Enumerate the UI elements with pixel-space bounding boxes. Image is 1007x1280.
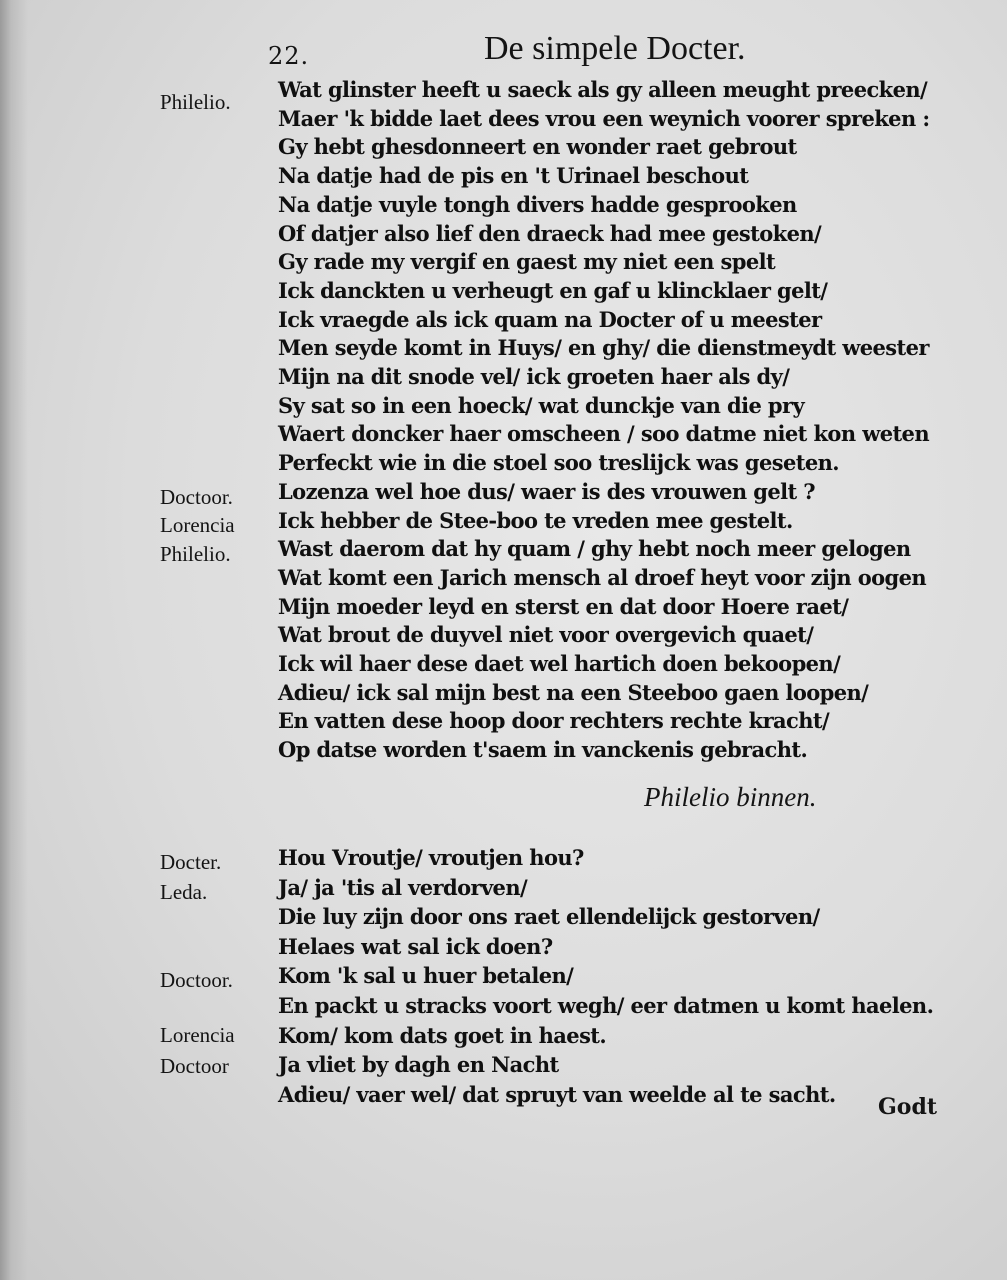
speaker-label: Doctoor: [160, 1054, 229, 1078]
running-title: De simpele Docter.: [484, 30, 746, 67]
verse-line: Sy sat so in een hoeck/ wat dunckje van die pry: [278, 392, 805, 418]
verse-line: Perfeckt wie in die stoel soo treslijck was geseten.: [278, 450, 839, 476]
speaker-label: Docter.: [160, 850, 222, 874]
verse-line: Kom 'k sal u huer betalen/: [278, 963, 574, 989]
verse-line: Op datse worden t'saem in vanckenis gebracht.: [278, 737, 808, 763]
verse-line: En vatten dese hoop door rechters rechte kracht/: [278, 708, 830, 734]
verse-line: Lozenza wel hoe dus/ waer is des vrouwen gelt ?: [278, 478, 816, 504]
verse-line: Ja/ ja 'tis al verdorven/: [278, 874, 528, 900]
verse-line: Helaes wat sal ick doen?: [278, 933, 553, 959]
speaker-label: Philelio.: [160, 90, 231, 114]
verse-line: Adieu/ vaer wel/ dat spruyt van weelde al te sacht.: [278, 1081, 836, 1107]
stage-direction: Philelio binnen.: [644, 782, 817, 812]
verse-line: Mijn moeder leyd en sterst en dat door Hoere raet/: [278, 593, 849, 619]
verse-line: Ick danckten u verheugt en gaf u klincklaer gelt/: [278, 277, 828, 303]
speaker-label: Leda.: [160, 880, 208, 904]
verse-line: Na datje vuyle tongh divers hadde gesprooken: [278, 191, 797, 217]
speaker-label: Philelio.: [160, 542, 231, 566]
verse-line: Adieu/ ick sal mijn best na een Steeboo gaen loopen/: [278, 679, 869, 705]
verse-line: Hou Vroutje/ vroutjen hou?: [278, 845, 584, 870]
verse-line: Ja vliet by dagh en Nacht: [278, 1052, 559, 1078]
verse-line: Na datje had de pis en 't Urinael beschout: [278, 163, 749, 189]
speaker-label: Doctoor.: [160, 968, 233, 992]
verse-line: Ick wil haer dese daet wel hartich doen bekoopen/: [278, 651, 841, 676]
verse-line: Gy rade my vergif en gaest my niet een spelt: [278, 249, 776, 275]
speaker-label: Lorencia: [160, 513, 235, 537]
verse-line: Gy hebt ghesdonneert en wonder raet gebrout: [278, 134, 797, 160]
page-gutter-shadow: [0, 0, 28, 1280]
verse-line: Of datjer also lief den draeck had mee gestoken/: [278, 220, 822, 246]
verse-line: Wat brout de duyvel niet voor overgevich quaet/: [278, 622, 814, 648]
verse-line: Kom/ kom dats goet in haest.: [278, 1022, 607, 1048]
verse-line: Men seyde komt in Huys/ en ghy/ die dienstmeydt weester: [278, 335, 929, 361]
verse-line: En packt u stracks voort wegh/ eer datmen u komt haelen.: [278, 993, 934, 1018]
speaker-label: Lorencia: [160, 1023, 235, 1047]
page-number: 22.: [268, 42, 310, 70]
verse-line: Wat komt een Jarich mensch al droef heyt voor zijn oogen: [278, 564, 927, 590]
verse-line: Waert doncker haer omscheen / soo datme niet kon weten: [278, 421, 929, 447]
verse-line: Maer 'k bidde laet dees vrou een weynich voorer spreken :: [278, 105, 930, 131]
verse-line: Ick vraegde als ick quam na Docter of u meester: [278, 306, 822, 332]
verse-line: Wat glinster heeft u saeck als gy alleen meught preecken/: [278, 77, 928, 102]
catchword: Godt: [878, 1094, 938, 1120]
verse-line: Wast daerom dat hy quam / ghy hebt noch meer gelogen: [278, 536, 911, 562]
verse-line: Mijn na dit snode vel/ ick groeten haer als dy/: [278, 364, 790, 389]
verse-line: Die luy zijn door ons raet ellendelijck gestorven/: [278, 904, 820, 930]
verse-line: Ick hebber de Stee-boo te vreden mee gestelt.: [278, 507, 793, 533]
speaker-label: Doctoor.: [160, 485, 233, 509]
